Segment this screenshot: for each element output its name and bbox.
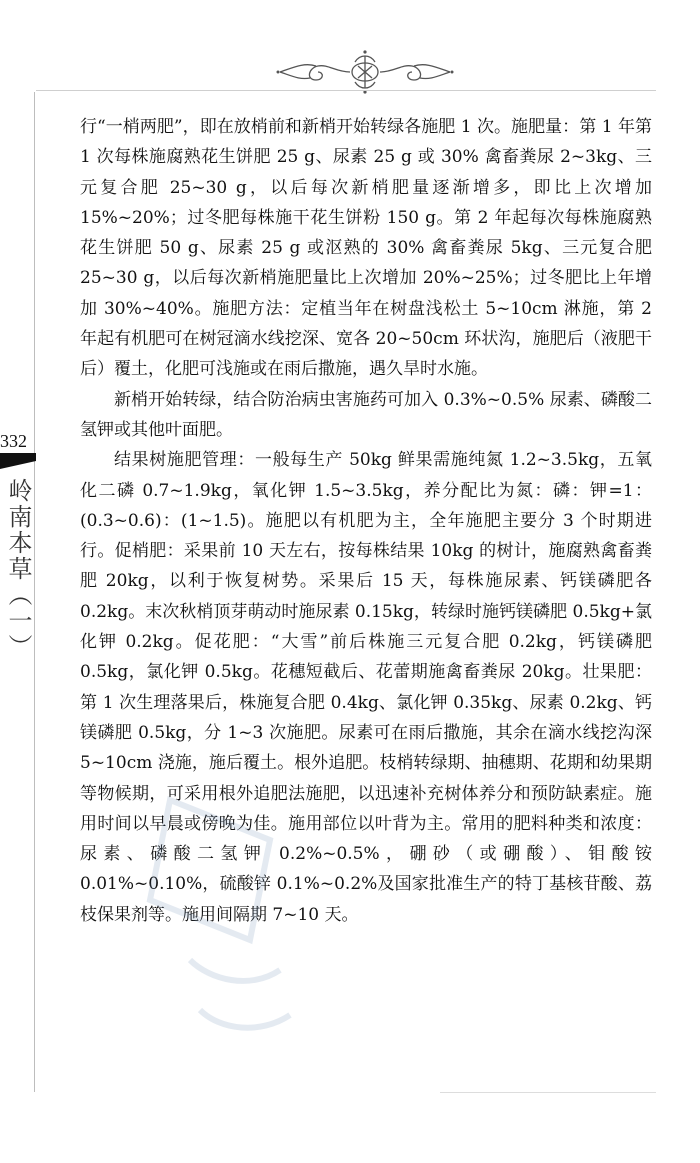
paragraph-3: 结果树施肥管理：一般每生产 50kg 鲜果需施纯氮 1.2~3.5kg，五氧化二磷 0.7~1.9kg，氧化钾 1.5~3.5kg，养分配比为氮：磷：钾=1：(0.3~0.6)：(1~1.5)。施肥以有机肥为主，全年施肥主要分 3 个时期进行。促梢肥：采果前 10 天左右，按每株结果 10kg 的树计，施腐熟禽畜粪肥 20kg，以利于恢复树势。采果后 15 天，每株施尿素、钙镁磷肥各 0.2kg。末次秋梢顶芽萌动时施尿素 0.15kg，转绿时施钙镁磷肥 0.5kg+氯化钾 0.2kg。促花肥：“大雪”前后株施三元复合肥 0.2kg，钙镁磷肥 0.5kg，氯化钾 0.5kg。花穗短截后、花蕾期施禽畜粪尿 20kg。壮果肥：第 1 次生理落果后，株施复合肥 0.4kg、氯化钾 0.35kg、尿素 0.2kg、钙镁磷肥 0.5kg，分 1~3 次施肥。尿素可在雨后撒施，其余在滴水线挖沟深 5~10cm 浇施，施后覆土。根外追肥。枝梢转绿期、抽穗期、花期和幼果期等物候期，可采用根外追肥法施肥，以迅速补充树体养分和预防缺素症。施用时间以早晨或傍晚为佳。施用部位以叶背为主。常用的肥料种类和浓度：尿素、磷酸二氢钾 0.2%~0.5%，硼砂（或硼酸）、钼酸铵 0.01%~0.10%，硫酸锌 0.1%~0.2%及国家批准生产的特丁基核苷酸、荔枝保果剂等。施用间隔期 7~10 天。 (80, 450, 652, 925)
page-number-wedge (0, 461, 36, 469)
paragraph-1: 行“一梢两肥”，即在放梢前和新梢开始转绿各施肥 1 次。施肥量：第 1 年第 1 次每株施腐熟花生饼肥 25 g、尿素 25 g 或 30% 禽畜粪尿 2~3kg、三元复合肥 25~30 g，以后每次新梢肥量逐渐增多，即比上次增加 15%~20%；过冬肥每株施干花生饼粉 150 g。第 2 年起每次每株施腐熟花生饼肥 50 g、尿素 25 g 或沤熟的 30% 禽畜粪尿 5kg、三元复合肥 25~30 g，以后每次新梢施肥量比上次增加 20%~25%；过冬肥比上年增加 30%~40%。施肥方法：定植当年在树盘浅松土 5~10cm 淋施，第 2 年起有机肥可在树冠滴水线挖深、宽各 20~50cm 环状沟，施肥后（液肥干后）覆土，化肥可浅施或在雨后撒施，遇久旱时水施。 (80, 117, 652, 380)
knot-ornament-icon (270, 42, 460, 97)
body-text (80, 112, 652, 930)
footer-rule (440, 1092, 656, 1093)
page-number: 332 (0, 431, 27, 451)
header-rule (36, 90, 656, 91)
book-side-title: 岭南本草（一） (4, 478, 32, 660)
paragraph-2: 新梢开始转绿，结合防治病虫害施药可加入 0.3%~0.5% 尿素、磷酸二氢钾或其他叶面肥。 (80, 389, 652, 440)
margin-rule (34, 92, 35, 1092)
page-number-bar (0, 453, 36, 461)
